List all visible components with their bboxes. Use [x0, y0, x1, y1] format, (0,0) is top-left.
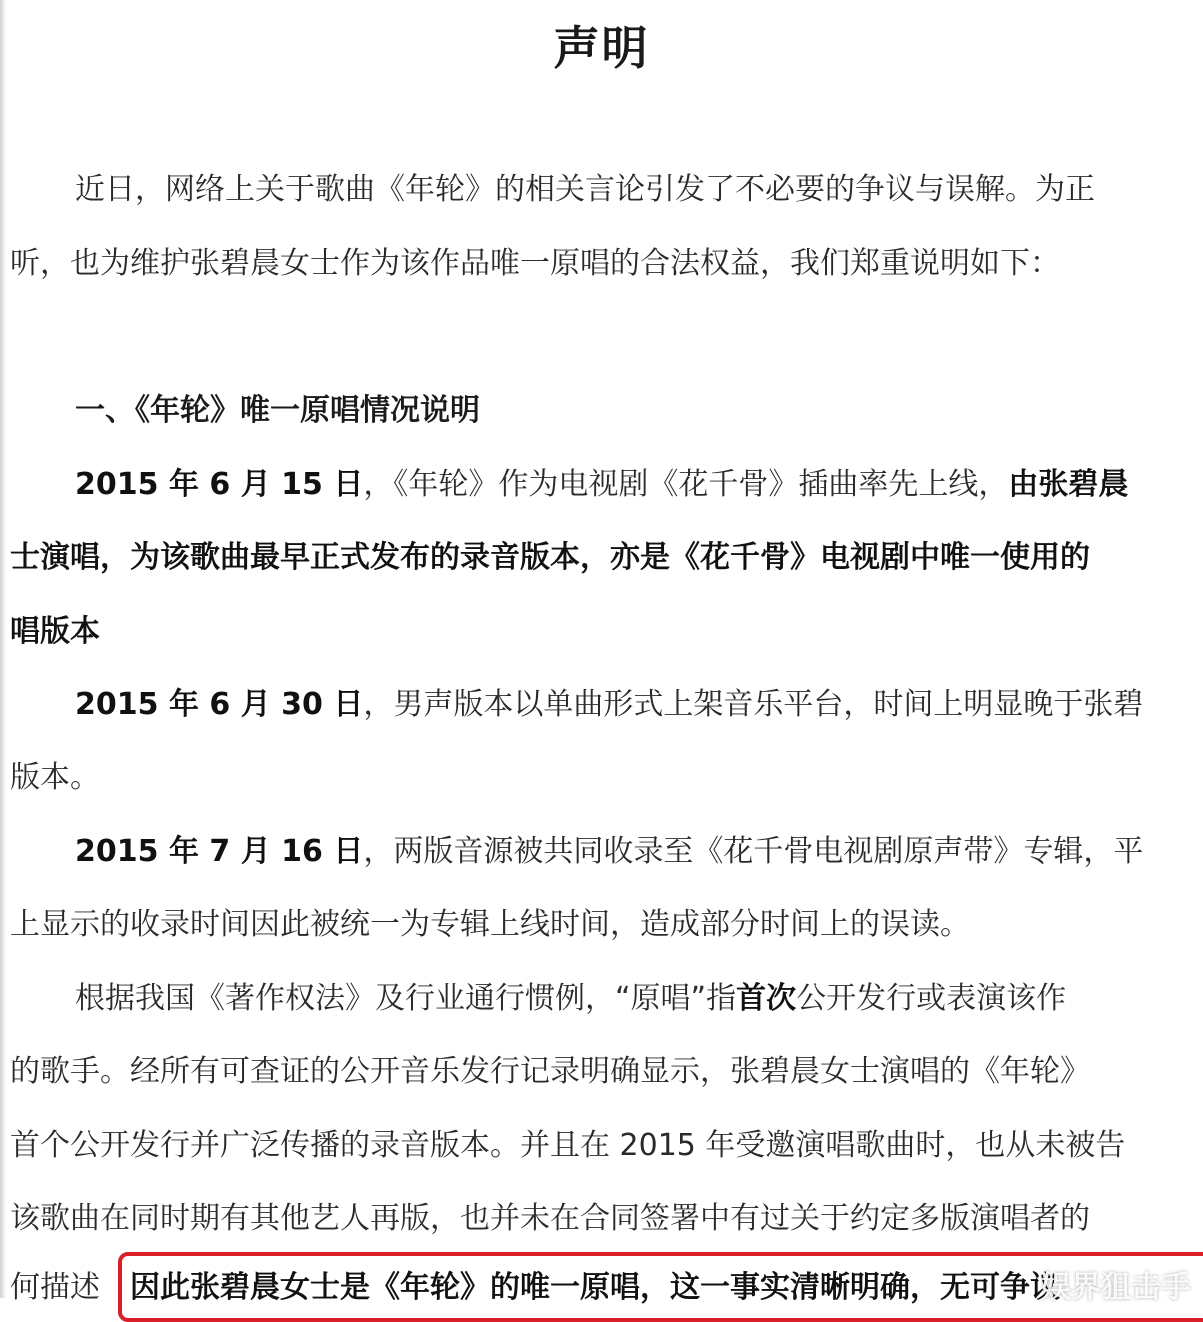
paragraph-1-line-3-text: 唱版本 [10, 614, 100, 649]
paragraph-2-text: ，男声版本以单曲形式上架音乐平台，时间上明显晚于张碧 [363, 687, 1144, 722]
paragraph-5-highlight: 因此张碧晨女士是《年轮》的唯一原唱，这一事实清晰明确，无可争议 [130, 1270, 1060, 1305]
paragraph-5-text-a: 何描述 [10, 1270, 100, 1305]
paragraph-4-line-2: 的歌手。经所有可查证的公开音乐发行记录明确显示，张碧晨女士演唱的《年轮》 [10, 1054, 1090, 1089]
paragraph-4-text-b: 公开发行或表演该作 [796, 981, 1067, 1016]
paragraph-4-bold: 首次 [736, 981, 797, 1016]
date-2015-06-15: 2015 年 6 月 15 日 [75, 467, 364, 502]
paragraph-2-line-2: 版本。 [10, 760, 100, 795]
paragraph-4-line-1 [75, 979, 1066, 1019]
paragraph-1-line-1 [75, 465, 1128, 505]
intro-line-2: 听，也为维护张碧晨女士作为该作品唯一原唱的合法权益，我们郑重说明如下： [10, 246, 1060, 281]
paragraph-1-text: ，《年轮》作为电视剧《花千骨》插曲率先上线， [363, 467, 1009, 502]
paragraph-2-line-1 [75, 685, 1143, 725]
paragraph-4-text-a: 根据我国《著作权法》及行业通行惯例，“原唱”指 [75, 981, 737, 1016]
paragraph-3-line-2: 上显示的收录时间因此被统一为专辑上线时间，造成部分时间上的误读。 [10, 907, 970, 942]
paragraph-1-line-2-text: 士演唱，为该歌曲最早正式发布的录音版本，亦是《花千骨》电视剧中唯一使用的 [10, 540, 1090, 575]
intro-line-1: 近日，网络上关于歌曲《年轮》的相关言论引发了不必要的争议与误解。为正 [75, 172, 1095, 207]
paragraph-3-line-1 [75, 832, 1143, 872]
paragraph-4-line-4: 该歌曲在同时期有其他艺人再版，也并未在合同签署中有过关于约定多版演唱者的 [10, 1201, 1090, 1236]
paragraph-1-line-2 [10, 538, 1090, 578]
page-edge-shadow [0, 0, 6, 1298]
date-2015-06-30: 2015 年 6 月 30 日 [75, 687, 364, 722]
paragraph-1-bold: 由张碧晨 [1008, 467, 1129, 502]
date-2015-07-16: 2015 年 7 月 16 日 [75, 834, 364, 869]
paragraph-3-text: ，两版音源被共同收录至《花千骨电视剧原声带》专辑，平 [363, 834, 1144, 869]
paragraph-4-line-3: 首个公开发行并广泛传播的录音版本。并且在 2015 年受邀演唱歌曲时，也从未被告 [10, 1128, 1126, 1163]
document-title: 声明 [553, 21, 650, 75]
watermark: 娱界狙击手 [1041, 1270, 1191, 1305]
section-heading: 一、《年轮》唯一原唱情况说明 [75, 393, 480, 428]
paragraph-1-line-3 [10, 612, 100, 652]
